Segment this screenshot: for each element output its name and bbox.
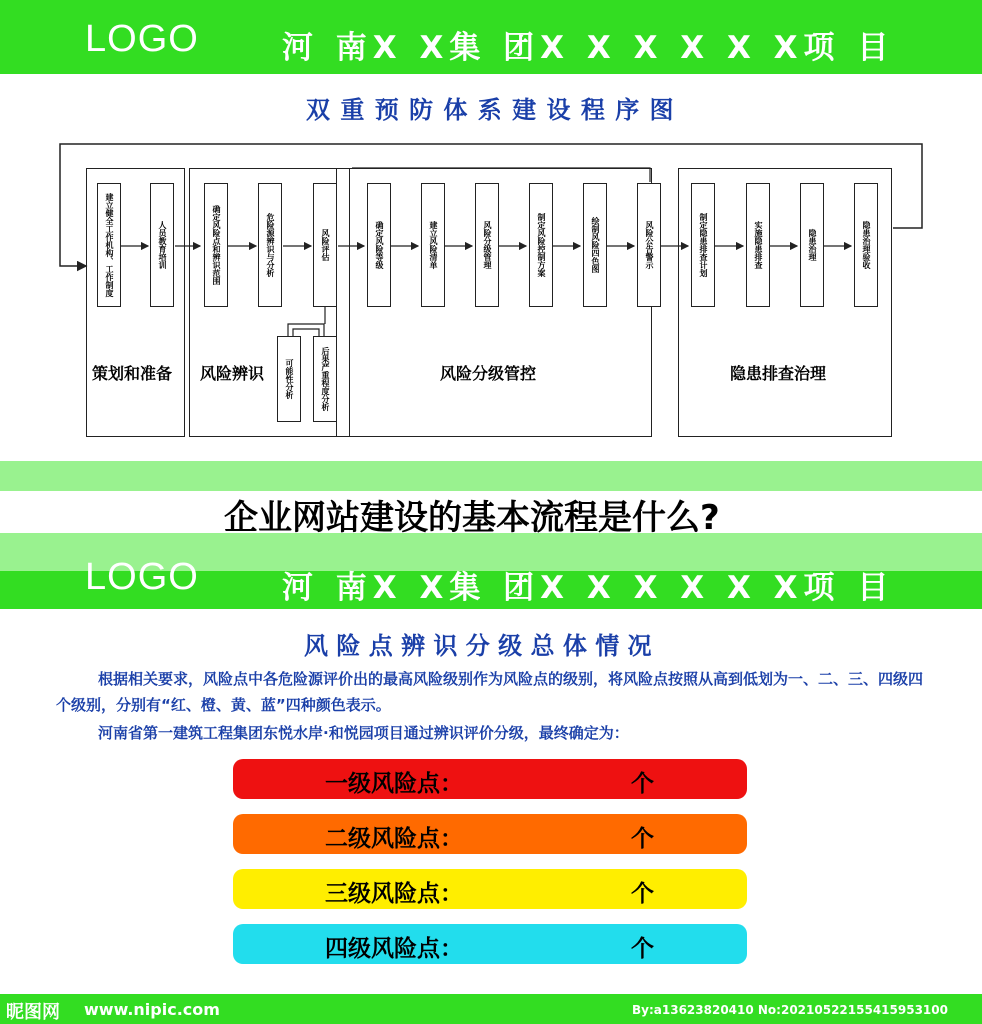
step-text: 确定风险点和辨识范围	[212, 205, 221, 285]
step-box	[258, 183, 282, 307]
watermark-id: By:a13623820410 No:20210522155415953100	[632, 1003, 948, 1017]
risk-level-label: 四级风险点：	[325, 936, 463, 962]
step-box	[529, 183, 553, 307]
step-text: 人员教育培训	[158, 221, 167, 269]
step-text: 建立健全工作机构、工作制度	[105, 193, 114, 297]
step-box	[800, 183, 824, 307]
group-label: 风险辨识	[200, 364, 265, 383]
step-box	[97, 183, 121, 307]
step-text: 可能性分析	[285, 359, 294, 399]
risk-level-1	[233, 759, 747, 799]
step-box	[475, 183, 499, 307]
step-text: 风险公告警示	[645, 221, 654, 269]
top-header-title: 河 南X X集 团X X X X X X项 目	[282, 30, 895, 66]
risk-level-4	[233, 924, 747, 964]
step-box	[367, 183, 391, 307]
step-box	[583, 183, 607, 307]
sub-step-box	[313, 336, 337, 422]
step-text: 制定隐患排查计划	[699, 213, 708, 277]
flow-title: 双 重 预 防 体 系 建 设 程 序 图	[306, 96, 675, 124]
step-text: 隐患治理验收	[862, 221, 871, 269]
page-title: 企业网站建设的基本流程是什么?	[224, 498, 720, 538]
top-logo: LOGO	[85, 18, 199, 60]
step-box	[637, 183, 661, 307]
step-box	[746, 183, 770, 307]
step-text: 制定风险控制方案	[537, 213, 546, 277]
step-text: 确定风险等级	[375, 221, 384, 269]
step-text: 危险源辨识与分析	[266, 213, 275, 277]
step-box	[204, 183, 228, 307]
step-text: 风险分级管理	[483, 221, 492, 269]
risk-level-unit: 个	[631, 881, 654, 907]
risk-level-unit: 个	[631, 826, 654, 852]
step-box	[854, 183, 878, 307]
step-text: 实施隐患排查	[754, 221, 763, 269]
risk-paragraph-2: 河南省第一建筑工程集团东悦水岸·和悦园项目通过辨识评价分级，最终确定为：	[98, 724, 629, 742]
step-box	[150, 183, 174, 307]
step-box	[313, 183, 337, 307]
risk-paragraph: 根据相关要求，风险点中各危险源评价出的最高风险级别作为风险点的级别，将风险点按照从高到低划为一、二、三、四级四个级别，分别有“红、橙、黄、蓝”四种颜色表示。	[56, 670, 924, 714]
group-label: 风险分级管控	[440, 364, 537, 383]
step-text: 隐患治理	[808, 229, 817, 261]
step-text: 建立风险清单	[429, 221, 438, 269]
sub-step-box	[277, 336, 301, 422]
bottom-header-title: 河 南X X集 团X X X X X X项 目	[282, 570, 895, 606]
group-label: 隐患排查治理	[730, 364, 827, 383]
step-text: 后果严重程度分析	[321, 347, 330, 411]
risk-level-label: 三级风险点：	[325, 881, 463, 907]
group-label: 策划和准备	[92, 364, 173, 383]
risk-level-unit: 个	[631, 936, 654, 962]
watermark-url: www.nipic.com	[84, 1000, 220, 1019]
title-band	[0, 461, 982, 491]
step-text: 绘制风险四色图	[591, 217, 600, 273]
risk-level-3	[233, 869, 747, 909]
risk-title: 风 险 点 辨 识 分 级 总 体 情 况	[304, 632, 652, 660]
risk-level-label: 二级风险点：	[325, 826, 463, 852]
risk-level-label: 一级风险点：	[325, 771, 463, 797]
step-box	[421, 183, 445, 307]
risk-level-2	[233, 814, 747, 854]
watermark-brand: 昵图网	[6, 1002, 60, 1023]
bottom-logo: LOGO	[85, 556, 199, 598]
risk-level-unit: 个	[631, 771, 654, 797]
step-text: 风险评估	[321, 229, 330, 261]
step-box	[691, 183, 715, 307]
